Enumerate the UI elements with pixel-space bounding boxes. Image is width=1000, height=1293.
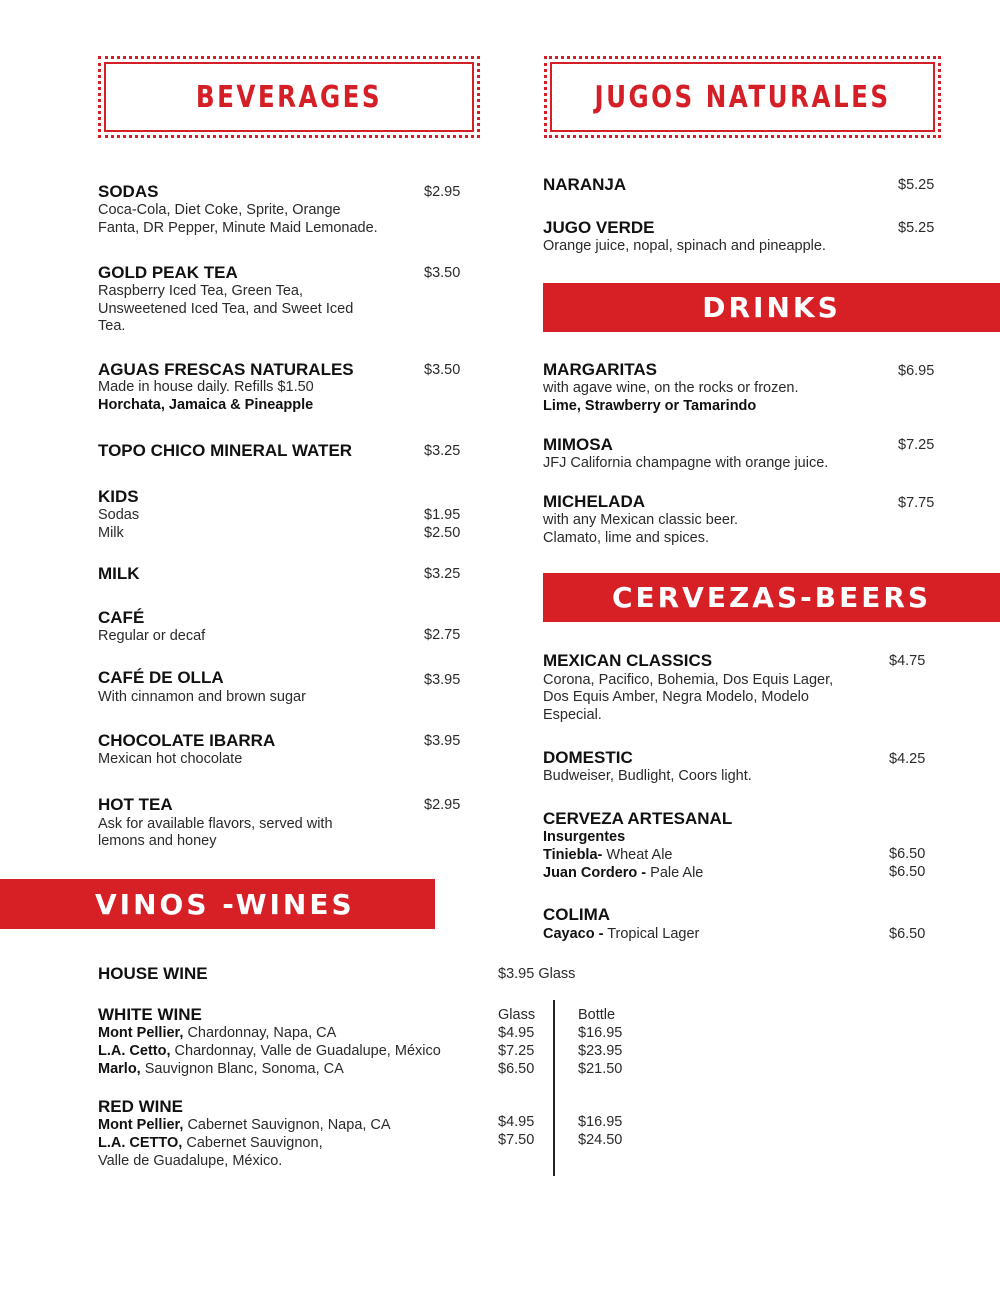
chocolate-name: CHOCOLATE IBARRA (98, 731, 276, 750)
aguas-name: AGUAS FRESCAS NATURALES (98, 360, 354, 379)
topo-chico-name: TOPO CHICO MINERAL WATER (98, 441, 353, 460)
cafe-olla-price: $3.95 (424, 672, 461, 688)
red-wine-name: RED WINE (98, 1097, 183, 1116)
artesanal-beer-2-price: $6.50 (889, 864, 926, 880)
margaritas-name: MARGARITAS (543, 360, 657, 379)
cafe-olla-name: CAFÉ DE OLLA (98, 668, 224, 687)
hot-tea-price: $2.95 (424, 797, 461, 813)
chocolate-price: $3.95 (424, 733, 461, 749)
naranja-name: NARANJA (543, 175, 627, 194)
red-wine-2-bottle: $24.50 (578, 1132, 623, 1148)
red-wine-2-desc-2: Valle de Guadalupe, México. (98, 1153, 283, 1169)
beverages-header-frame (104, 62, 474, 132)
colima-beer-1-price: $6.50 (889, 926, 926, 942)
milk-name: MILK (98, 564, 140, 583)
mimosa-price: $7.25 (898, 437, 935, 453)
cervezas-header (543, 573, 1000, 622)
hot-tea-desc-1: Ask for available flavors, served with (98, 816, 333, 832)
cafe-price: $2.75 (424, 627, 461, 643)
artesanal-brewery: Insurgentes (543, 829, 626, 845)
gold-peak-name: GOLD PEAK TEA (98, 263, 238, 282)
glass-label: Glass (498, 1007, 536, 1023)
white-wine-2-desc: Chardonnay, Valle de Guadalupe, México (170, 1043, 441, 1059)
white-wine-3-glass: $6.50 (498, 1061, 535, 1077)
kids-price-2: $2.50 (424, 525, 461, 541)
artesanal-beer-1-name: Tiniebla- (543, 847, 603, 863)
cervezas-header-text: CERVEZAS-BEERS (611, 581, 932, 614)
sodas-price: $2.95 (424, 184, 461, 200)
mexican-classics-name: MEXICAN CLASSICS (543, 651, 713, 670)
hot-tea-desc-2: lemons and honey (98, 833, 217, 849)
vinos-header (0, 879, 435, 929)
sodas-desc-1: Coca-Cola, Diet Coke, Sprite, Orange (98, 202, 341, 218)
jugos-header-frame (550, 62, 935, 132)
kids-item-2: Milk (98, 525, 124, 541)
artesanal-beer-2-style: Pale Ale (646, 865, 704, 881)
red-wine-1-name: Mont Pellier, (98, 1117, 184, 1133)
white-wine-1 (98, 1025, 336, 1041)
gold-peak-desc-1: Raspberry Iced Tea, Green Tea, (98, 283, 303, 299)
mexican-classics-price: $4.75 (889, 653, 926, 669)
hot-tea-name: HOT TEA (98, 795, 173, 814)
sodas-desc-2: Fanta, DR Pepper, Minute Maid Lemonade. (98, 220, 378, 236)
cafe-olla-desc-1: With cinnamon and brown sugar (98, 689, 306, 705)
domestic-price: $4.25 (889, 751, 926, 767)
colima-name: COLIMA (543, 905, 611, 924)
colima-beer-1-style: Tropical Lager (603, 926, 700, 942)
beverages-header: BEVERAGES (195, 79, 383, 115)
naranja-price: $5.25 (898, 177, 935, 193)
mimosa-name: MIMOSA (543, 435, 613, 454)
topo-chico-price: $3.25 (424, 443, 461, 459)
aguas-price: $3.50 (424, 362, 461, 378)
house-wine-name: HOUSE WINE (98, 964, 208, 983)
kids-name: KIDS (98, 487, 139, 506)
white-wine-3-bottle: $21.50 (578, 1061, 623, 1077)
red-wine-1-desc: Cabernet Sauvignon, Napa, CA (183, 1117, 391, 1133)
michelada-name: MICHELADA (543, 492, 645, 511)
red-wine-2-desc: Cabernet Sauvignon, (182, 1135, 323, 1151)
house-wine-price: $3.95 Glass (498, 966, 576, 982)
milk-price: $3.25 (424, 566, 461, 582)
mexican-classics-desc-1: Corona, Pacifico, Bohemia, Dos Equis Lager, (543, 672, 834, 688)
white-wine-3-desc: Sauvignon Blanc, Sonoma, CA (140, 1061, 344, 1077)
white-wine-1-bottle: $16.95 (578, 1025, 623, 1041)
vinos-header-text: VINOS -WINES (95, 887, 355, 921)
red-wine-1-glass: $4.95 (498, 1114, 535, 1130)
jugo-verde-name: JUGO VERDE (543, 218, 655, 237)
aguas-flavors: Horchata, Jamaica & Pineapple (98, 397, 314, 413)
domestic-desc-1: Budweiser, Budlight, Coors light. (543, 768, 752, 784)
mimosa-desc-1: JFJ California champagne with orange juice. (543, 455, 829, 471)
cafe-name: CAFÉ (98, 608, 145, 627)
white-wine-name: WHITE WINE (98, 1005, 202, 1024)
jugo-verde-desc-1: Orange juice, nopal, spinach and pineapple. (543, 238, 826, 254)
white-wine-2-name: L.A. Cetto, (98, 1043, 171, 1059)
chocolate-desc-1: Mexican hot chocolate (98, 751, 243, 767)
bottle-label: Bottle (578, 1007, 616, 1023)
white-wine-3-name: Marlo, (98, 1061, 141, 1077)
white-wine-2-glass: $7.25 (498, 1043, 535, 1059)
artesanal-beer-2 (543, 865, 703, 881)
artesanal-beer-1 (543, 847, 672, 863)
white-wine-1-name: Mont Pellier, (98, 1025, 184, 1041)
jugo-verde-price: $5.25 (898, 220, 935, 236)
michelada-price: $7.75 (898, 495, 935, 511)
red-wine-2-name: L.A. CETTO, (98, 1135, 183, 1151)
white-wine-2-bottle: $23.95 (578, 1043, 623, 1059)
colima-beer-1-name: Cayaco - (543, 926, 604, 942)
gold-peak-price: $3.50 (424, 265, 461, 281)
michelada-desc-2: Clamato, lime and spices. (543, 530, 710, 546)
mexican-classics-desc-3: Especial. (543, 707, 602, 723)
mexican-classics-desc-2: Dos Equis Amber, Negra Modelo, Modelo (543, 689, 809, 705)
white-wine-3 (98, 1061, 344, 1077)
red-wine-1-bottle: $16.95 (578, 1114, 623, 1130)
margaritas-desc-1: with agave wine, on the rocks or frozen. (543, 380, 799, 396)
artesanal-name: CERVEZA ARTESANAL (543, 809, 733, 828)
cafe-desc-1: Regular or decaf (98, 628, 206, 644)
artesanal-beer-2-name: Juan Cordero - (543, 865, 647, 881)
white-wine-2 (98, 1043, 441, 1059)
drinks-header (543, 283, 1000, 332)
red-wine-2-glass: $7.50 (498, 1132, 535, 1148)
jugos-header: JUGOS NATURALES (594, 79, 891, 115)
drinks-header-text: DRINKS (702, 291, 841, 324)
kids-price-1: $1.95 (424, 507, 461, 523)
red-wine-1 (98, 1117, 391, 1133)
sodas-name: SODAS (98, 182, 159, 201)
artesanal-beer-1-price: $6.50 (889, 846, 926, 862)
aguas-desc-1: Made in house daily. Refills $1.50 (98, 379, 314, 395)
artesanal-beer-1-style: Wheat Ale (602, 847, 673, 863)
margaritas-price: $6.95 (898, 363, 935, 379)
margaritas-flavors: Lime, Strawberry or Tamarindo (543, 398, 757, 414)
red-wine-2 (98, 1135, 323, 1151)
gold-peak-desc-2: Unsweetened Iced Tea, and Sweet Iced (98, 301, 354, 317)
white-wine-1-glass: $4.95 (498, 1025, 535, 1041)
white-wine-1-desc: Chardonnay, Napa, CA (183, 1025, 337, 1041)
michelada-desc-1: with any Mexican classic beer. (543, 512, 739, 528)
colima-beer-1 (543, 926, 699, 942)
gold-peak-desc-3: Tea. (98, 318, 126, 334)
wine-column-divider (553, 1000, 555, 1176)
domestic-name: DOMESTIC (543, 748, 633, 767)
kids-item-1: Sodas (98, 507, 140, 523)
